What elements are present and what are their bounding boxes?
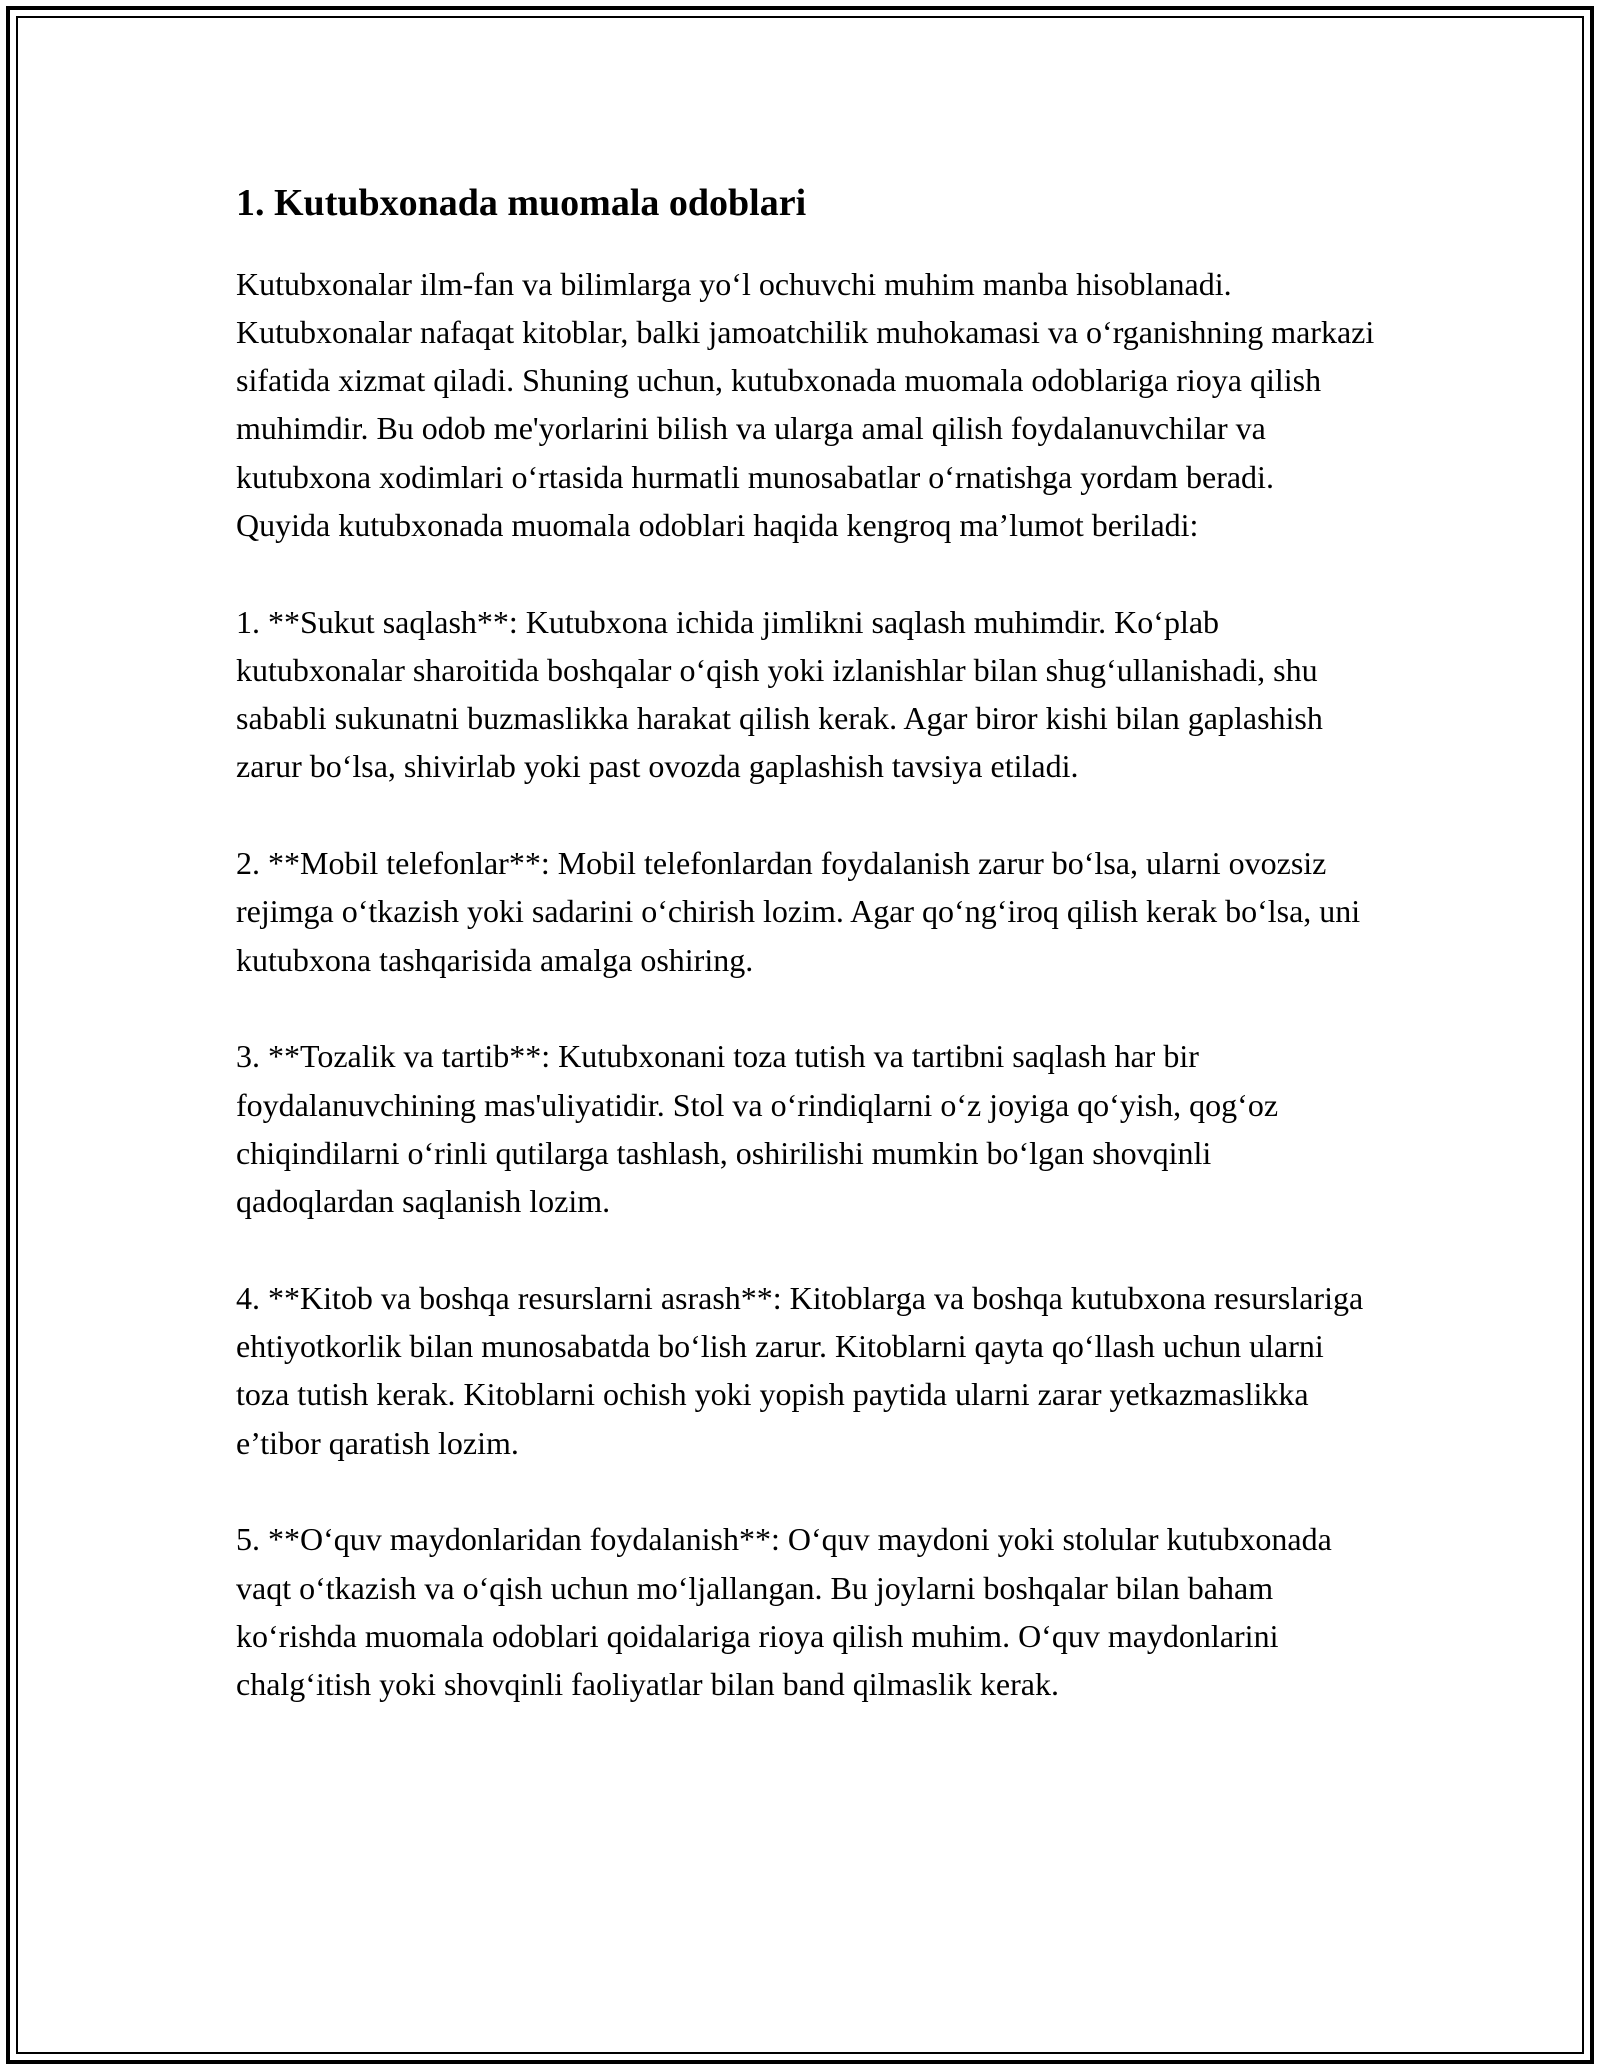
rule-paragraph-mobile-phones: 2. **Mobil telefonlar**: Mobil telefonlardan foydalanish zarur bo‘lsa, ularni ovozsiz rejimga o‘tkazish yoki sadarini o‘chirish lozim. Agar qo‘ng‘iroq qilish kerak bo‘lsa, uni kutubxona tashqarisida amalga oshiring. [236, 845, 1361, 978]
rule-paragraph-book-care: 4. **Kitob va boshqa resurslarni asrash**: Kitoblarga va boshqa kutubxona resurslariga ehtiyotkorlik bilan munosabatda bo‘lish zarur. Kitoblarni qayta qo‘llash uchun ularni toza tutish kerak. Kitoblarni ochish yoki yopish paytida ularni zarar yetkazmaslikka e’tibor qaratish lozim. [236, 1279, 1364, 1461]
document-body [236, 180, 1376, 1708]
rule-paragraph-study-areas: 5. **O‘quv maydonlaridan foydalanish**: O‘quv maydoni yoki stolular kutubxonada vaqt o‘tkazish va o‘qish uchun mo‘ljallangan. Bu joylarni boshqalar bilan baham ko‘rishda muomala odoblari qoidalariga rioya qilish muhim. O‘quv maydonlarini chalg‘itish yoki shovqinli faoliyatlar bilan band qilmaslik kerak. [236, 1521, 1332, 1703]
document-title: 1. Kutubxonada muomala odoblari [236, 182, 807, 224]
rule-paragraph-silence: 1. **Sukut saqlash**: Kutubxona ichida jimlikni saqlash muhimdir. Ko‘plab kutubxonalar sharoitida boshqalar o‘qish yoki izlanishlar bilan shug‘ullanishadi, shu sababli sukunatni buzmaslikka harakat qilish kerak. Agar biror kishi bilan gaplashish zarur bo‘lsa, shivirlab yoki past ovozda gaplashish tavsiya etiladi. [236, 603, 1323, 785]
intro-paragraph: Kutubxonalar ilm-fan va bilimlarga yo‘l ochuvchi muhim manba hisoblanadi. Kutubxonalar nafaqat kitoblar, balki jamoatchilik muhokamasi va o‘rganishning markazi sifatida xizmat qiladi. Shuning uchun, kutubxonada muomala odoblariga rioya qilish muhimdir. Bu odob me'yorlarini bilish va ularga amal qilish foydalanuvchilar va kutubxona xodimlari o‘rtasida hurmatli munosabatlar o‘rnatishga yordam beradi. Quyida kutubxonada muomala odoblari haqida kengroq ma’lumot beriladi: [236, 265, 1375, 543]
rule-paragraph-cleanliness: 3. **Tozalik va tartib**: Kutubxonani toza tutish va tartibni saqlash har bir foydalanuvchining mas'uliyatidir. Stol va o‘rindiqlarni o‘z joyiga qo‘yish, qog‘oz chiqindilarni o‘rinli qutilarga tashlash, oshirilishi mumkin bo‘lgan shovqinli qadoqlardan saqlanish lozim. [236, 1038, 1279, 1220]
